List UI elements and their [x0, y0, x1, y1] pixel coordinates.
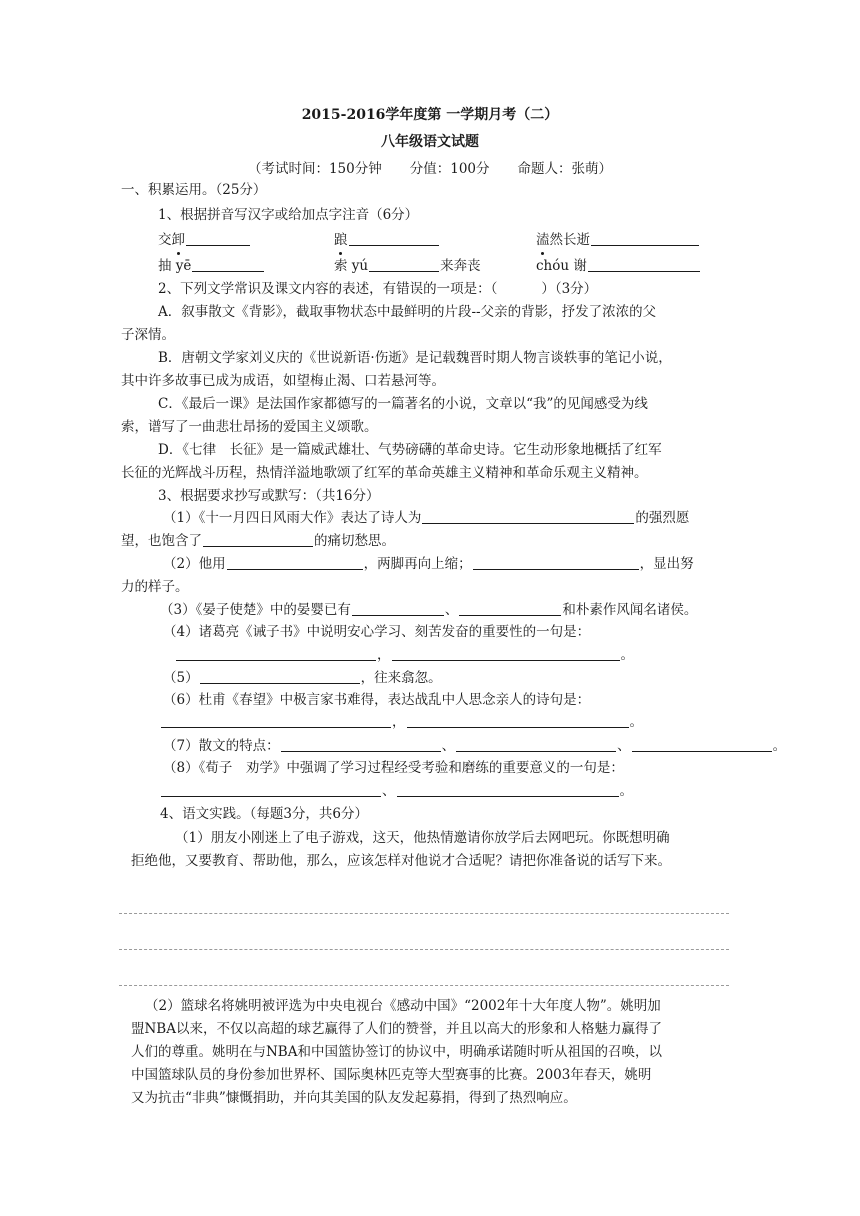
answer-blank[interactable]	[349, 231, 439, 246]
q1-item-6: chóu 谢	[536, 256, 701, 276]
q4-part1-line1: （1）朋友小刚迷上了电子游戏，这天，他热情邀请你放学后去网吧玩。你既想明确	[175, 830, 670, 846]
answer-blank[interactable]	[407, 713, 629, 728]
q2-option-a-line1: A．叙事散文《背影》，截取事物状态中最鲜明的片段--父亲的背影，抒发了浓浓的父	[158, 304, 657, 320]
answer-blank[interactable]	[203, 532, 313, 547]
q3-item-6-line1: （6）杜甫《春望》中极言家书难得，表达战乱中人思念亲人的诗句是：	[163, 692, 591, 708]
exam-score: 分值：100分	[409, 161, 490, 177]
q1-dotted-char-1: 卸	[171, 232, 185, 248]
q3-item-1-line2: 望，也饱含了 的痛切愁思。	[121, 533, 395, 549]
q4-part2-line4: 中国篮球队员的身份参加世界杯、国际奥林匹克等大型赛事的比赛。2003年春天，姚明	[131, 1067, 652, 1083]
q4-part1-line2: 拒绝他，又要教育、帮助他，那么，应该怎样对他说才合适呢？请把你准备说的话写下来。	[131, 853, 671, 869]
answer-blank[interactable]	[161, 782, 381, 797]
answer-blank[interactable]	[591, 231, 699, 246]
q1-item-3: 溘然长逝	[536, 230, 700, 250]
q3-item-7: （7）散文的特点： 、 、 。	[163, 738, 787, 754]
answer-writing-line[interactable]	[119, 985, 729, 986]
answer-blank[interactable]	[473, 555, 639, 570]
answer-blank[interactable]	[281, 737, 441, 752]
exam-info	[0, 159, 860, 179]
q1-item-4: 抽 yē	[158, 256, 265, 276]
answer-blank[interactable]	[459, 601, 561, 616]
q1-item-1: 交卸	[158, 230, 251, 250]
exam-author: 命题人：张萌）	[517, 161, 613, 177]
answer-blank[interactable]	[161, 713, 391, 728]
q2-option-d-line2: 长征的光辉战斗历程，热情洋溢地歌颂了红军的革命英雄主义精神和革命乐观主义精神。	[121, 465, 648, 481]
exam-subtitle: 八年级语文试题	[381, 134, 479, 150]
exam-time: （考试时间：150分钟	[247, 161, 382, 177]
answer-blank[interactable]	[352, 601, 444, 616]
answer-blank[interactable]	[227, 555, 363, 570]
q1-dotted-char-3: 溘	[536, 232, 550, 248]
q3-item-6-line2: ， 。	[160, 712, 643, 732]
q3-item-2-line1: （2）他用 ，两脚再向上缩； ，显出努	[163, 556, 694, 572]
q3-item-1-line1: （1）《十一月四日风雨大作》表达了诗人为 的强烈愿	[163, 510, 690, 526]
q3-item-8-line1: （8）《荀子 劝学》中强调了学习过程经受考验和磨练的重要意义的一句是：	[163, 760, 624, 776]
answer-blank[interactable]	[186, 231, 250, 246]
q2-option-a-line2: 子深情。	[121, 327, 175, 343]
q2-option-c-line2: 索，谱写了一曲悲壮昂扬的爱国主义颂歌。	[121, 419, 378, 435]
q3-item-5: （5） ，往来翕忽。	[163, 670, 442, 686]
answer-blank[interactable]	[192, 257, 264, 272]
answer-blank[interactable]	[422, 509, 634, 524]
exam-title: 2015-2016学年度第 一学期月考（二）	[301, 107, 559, 123]
q4-part2-line1: （2）篮球名将姚明被评选为中央电视台《感动中国》“2002年十大年度人物”。姚明加	[145, 998, 661, 1014]
section-1-heading: 一、积累运用。（25分）	[121, 182, 267, 198]
q2-option-b-line2: 其中许多故事已成为成语，如望梅止渴、口若悬河等。	[121, 373, 445, 389]
answer-writing-line[interactable]	[119, 949, 729, 950]
q3-item-8-line2: 、 。	[160, 781, 633, 801]
answer-writing-line[interactable]	[119, 913, 729, 914]
q2-option-c-line1: C．《最后一课》是法国作家都德写的一篇著名的小说，文章以“我”的见闻感受为线	[158, 396, 648, 412]
answer-blank[interactable]	[176, 646, 376, 661]
q3-item-4-line2: ， 。	[175, 645, 634, 665]
q2-option-d-line1: D．《七律 长征》是一篇威武雄壮、气势磅礴的革命史诗。它生动形象地概括了红军	[158, 442, 662, 458]
q1-dotted-char-2: 踉	[334, 232, 348, 248]
answer-blank[interactable]	[200, 669, 360, 684]
q4-heading: 4、语文实践。（每题3分，共6分）	[160, 806, 369, 822]
q2-option-b-line1: B．唐朝文学家刘义庆的《世说新语·伤逝》是记载魏晋时期人物言谈轶事的笔记小说，	[158, 350, 672, 366]
q4-part2-line3: 人们的尊重。姚明在与NBA和中国篮协签订的协议中，明确承诺随时听从祖国的召唤，以	[131, 1044, 662, 1060]
answer-blank[interactable]	[588, 257, 700, 272]
answer-blank[interactable]	[456, 737, 616, 752]
q3-item-2-line2: 力的样子。	[121, 579, 189, 595]
q4-part2-line2: 盟NBA以来，不仅以高超的球艺赢得了人们的赞誉，并且以高大的形象和人格魅力赢得了	[131, 1021, 662, 1037]
answer-blank[interactable]	[369, 257, 439, 272]
q3-heading: 3、根据要求抄写或默写：（共16分）	[158, 488, 380, 504]
answer-blank[interactable]	[632, 737, 772, 752]
q1-item-2	[334, 230, 440, 250]
q1-heading: 1、根据拼音写汉字或给加点字注音（6分）	[158, 207, 419, 223]
q1-item-5: 索 yú 来奔丧	[334, 258, 481, 274]
q3-item-4-line1: （4）诸葛亮《诫子书》中说明安心学习、刻苦发奋的重要性的一句是：	[163, 624, 591, 640]
answer-blank[interactable]	[397, 782, 619, 797]
q4-part2-line5: 又为抗击“非典”慷慨捐助，并向其美国的队友发起募捐，得到了热烈响应。	[131, 1090, 577, 1106]
answer-blank[interactable]	[392, 646, 620, 661]
q3-item-3: （3）《晏子使楚》中的晏婴已有 、 和朴素作风闻名诸侯。	[160, 602, 698, 618]
q2-heading: 2、下列文学常识及课文内容的表述，有错误的一项是：（ ）（3分）	[158, 281, 598, 297]
